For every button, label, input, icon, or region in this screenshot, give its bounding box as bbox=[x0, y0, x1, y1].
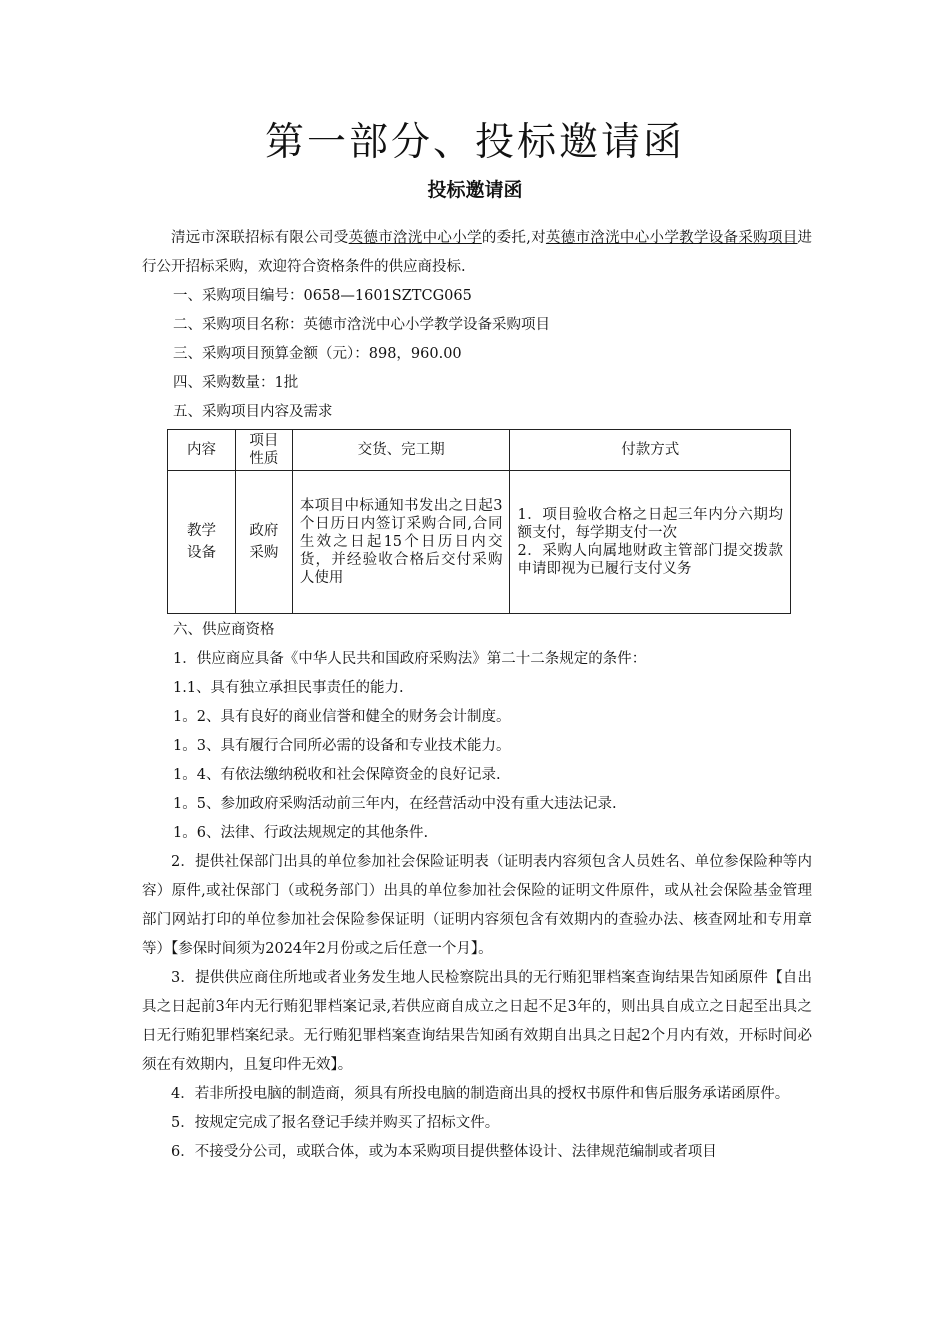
document-body bbox=[142, 224, 812, 1167]
project-number: 一、采购项目编号：0658—1601SZTCG065 bbox=[173, 288, 472, 304]
qualification-1-1: 1.1、具有独立承担民事责任的能力. bbox=[173, 680, 404, 696]
content-heading: 五、采购项目内容及需求 bbox=[173, 404, 333, 420]
table-row bbox=[168, 471, 791, 614]
header-nature-text: 项目性质 bbox=[249, 433, 279, 467]
intro-text-2: 的委托,对 bbox=[481, 230, 546, 246]
header-payment: 付款方式 bbox=[510, 430, 791, 471]
header-nature bbox=[235, 430, 292, 471]
qualification-1: 1．供应商应具备《中华人民共和国政府采购法》第二十二条规定的条件： bbox=[173, 651, 647, 667]
cell-delivery-text: 本项目中标通知书发出之日起3个日历日内签订采购合同,合同生效之日起15个日历日内交货，并经验收合格后交付采购人使用 bbox=[299, 498, 503, 586]
cell-delivery bbox=[292, 471, 510, 614]
project-name: 二、采购项目名称：英德市浛洸中心小学教学设备采购项目 bbox=[173, 317, 550, 333]
qualification-heading: 六、供应商资格 bbox=[173, 622, 275, 638]
payment-term-1: 1．项目验收合格之日起三年内分六期均额支付，每学期支付一次 bbox=[517, 507, 783, 541]
purchaser-name: 英德市浛洸中心小学 bbox=[348, 230, 482, 246]
payment-term-2: 2．采购人向属地财政主管部门提交拨款申请即视为已履行支付义务 bbox=[517, 543, 783, 577]
cell-payment bbox=[510, 471, 791, 614]
page-title: 第一部分、投标邀请函 bbox=[264, 120, 685, 165]
project-budget: 三、采购项目预算金额（元）：898，960.00 bbox=[173, 346, 462, 362]
cell-content-text: 教学设备 bbox=[186, 523, 216, 561]
qualification-2: 2．提供社保部门出具的单位参加社会保险证明表（证明表内容须包含人员姓名、单位参保险种等内容）原件,或社保部门（或税务部门）出具的单位参加社会保险的证明文件原件，或从社会保险基金管理部门网站打印的单位参加社会保险参保证明（证明内容须包含有效期内的查验办法、核查网址和专用章等）【参保时间须为2024年2月份或之后任意一个月】。 bbox=[142, 854, 812, 957]
section-subtitle: 投标邀请函 bbox=[427, 179, 523, 201]
requirements-table bbox=[167, 429, 791, 614]
qualification-3: 3．提供供应商住所地或者业务发生地人民检察院出具的无行贿犯罪档案查询结果告知函原件【自出具之日起前3年内无行贿犯罪档案记录,若供应商自成立之日起不足3年的，则出具自成立之日起至出具之日无行贿犯罪档案纪录。无行贿犯罪档案查询结果告知函有效期自出具之日起2个月内有效，开标时间必须在有效期内，且复印件无效】。 bbox=[142, 970, 812, 1073]
qualification-1-2: 1。2、具有良好的商业信誉和健全的财务会计制度。 bbox=[173, 709, 511, 725]
header-delivery: 交货、完工期 bbox=[292, 430, 510, 471]
cell-nature bbox=[235, 471, 292, 614]
project-quantity: 四、采购数量：1批 bbox=[173, 375, 299, 391]
qualification-4: 4．若非所投电脑的制造商，须具有所投电脑的制造商出具的授权书原件和售后服务承诺函原件。 bbox=[171, 1086, 790, 1102]
qualification-1-4: 1。4、有依法缴纳税收和社会保障资金的良好记录. bbox=[173, 767, 501, 783]
qualification-5: 5．按规定完成了报名登记手续并购买了招标文件。 bbox=[171, 1115, 500, 1131]
qualification-1-3: 1。3、具有履行合同所必需的设备和专业技术能力。 bbox=[173, 738, 511, 754]
project-name-link: 英德市浛洸中心小学教学设备采购项目 bbox=[545, 230, 798, 246]
intro-text-1: 清远市深联招标有限公司受 bbox=[171, 230, 349, 246]
intro-paragraph bbox=[142, 224, 812, 282]
cell-nature-text: 政府采购 bbox=[249, 523, 279, 561]
header-content: 内容 bbox=[168, 430, 236, 471]
table-header-row bbox=[168, 430, 791, 471]
qualification-1-6: 1。6、法律、行政法规规定的其他条件. bbox=[173, 825, 429, 841]
qualification-1-5: 1。5、参加政府采购活动前三年内，在经营活动中没有重大违法记录. bbox=[173, 796, 617, 812]
qualification-6: 6．不接受分公司，或联合体，或为本采购项目提供整体设计、法律规范编制或者项目 bbox=[171, 1144, 717, 1160]
cell-content bbox=[168, 471, 236, 614]
intro-text-3: 进行公开招标采购，欢迎符合资格条件的供应商投标. bbox=[142, 230, 813, 275]
